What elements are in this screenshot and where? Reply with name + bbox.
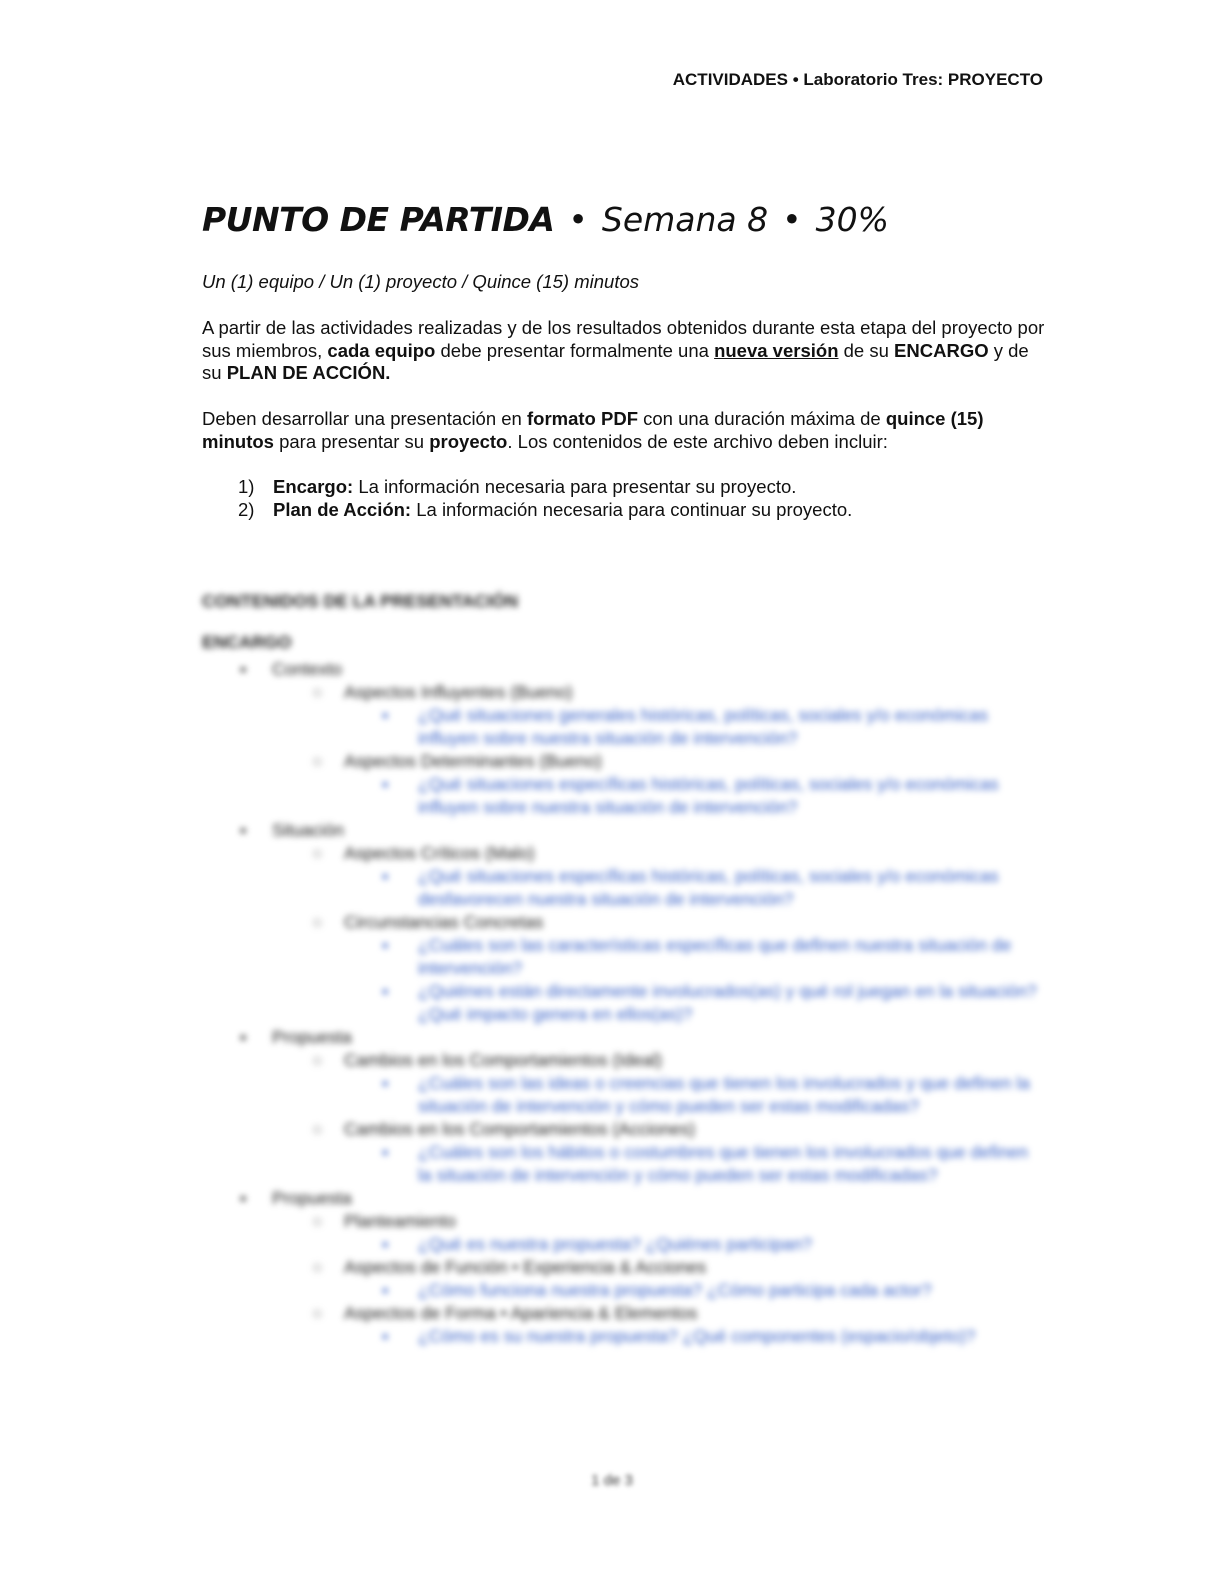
list-text: La información necesaria para presentar su proyecto.: [353, 476, 797, 497]
square-bullet-icon: ▪: [382, 1280, 389, 1300]
circle-bullet-icon: ○: [312, 751, 323, 771]
outline-text: Aspectos Influyentes (Bueno): [344, 682, 573, 702]
outline-l3: [382, 1072, 1062, 1118]
circle-bullet-icon: ○: [312, 912, 323, 932]
outline-l2: [312, 1118, 1062, 1141]
outline-text: Aspectos Críticos (Malo): [344, 843, 535, 863]
square-bullet-icon: ▪: [240, 659, 247, 679]
bold-run: ENCARGO: [894, 339, 989, 361]
outline-l1: [240, 1026, 1062, 1049]
title-separator: •: [568, 200, 588, 239]
section-heading: CONTENIDOS DE LA PRESENTACIÓN: [202, 591, 518, 611]
text-run: A partir de las actividades realizadas y de los resultados obtenidos durante esta etapa del proyecto por sus miembros,: [202, 317, 1045, 361]
square-bullet-icon: ▪: [382, 1326, 389, 1346]
bold-run: proyecto: [429, 430, 508, 452]
content-list: [238, 476, 852, 521]
title-separator-2: •: [782, 200, 802, 239]
square-bullet-icon: ▪: [382, 935, 389, 955]
text-run: para presentar su: [273, 430, 430, 452]
outline-text: ¿Qué situaciones específicas históricas, políticas, sociales y/o económicas influyen sobre nuestra situación de intervención?: [418, 774, 999, 817]
outline-l1: [240, 819, 1062, 842]
page-header: ACTIVIDADES • Laboratorio Tres: PROYECTO: [672, 70, 1043, 89]
circle-bullet-icon: ○: [312, 1257, 323, 1277]
outline-text: ¿Cuáles son las características específicas que definen nuestra situación de intervención?: [418, 935, 1012, 978]
square-bullet-icon: ▪: [240, 1188, 247, 1208]
list-label: Encargo:: [273, 476, 354, 497]
outline-l3: [382, 1141, 1062, 1187]
outline-text: ¿Cómo es su nuestra propuesta? ¿Qué componentes (espacio/objeto)?: [418, 1326, 976, 1346]
outline-text: ¿Cuáles son las ideas o creencias que tienen los involucrados y que definen la situación de intervención y cómo pueden ser estas modificadas?: [418, 1073, 1030, 1116]
outline-text: Contexto: [272, 659, 343, 679]
bold-run: formato PDF: [527, 408, 638, 429]
square-bullet-icon: ▪: [382, 774, 389, 794]
outline-text: ¿Qué situaciones generales históricas, políticas, sociales y/o económicas influyen sobre nuestra situación de intervención?: [418, 705, 988, 748]
text-run: de su: [838, 339, 895, 361]
intro-paragraph: [202, 317, 1052, 385]
outline-text: ¿Qué situaciones específicas históricas, políticas, sociales y/o económicas desfavorecen nuestra situación de intervención?: [418, 866, 999, 909]
list-item: [238, 499, 852, 522]
circle-bullet-icon: ○: [312, 1050, 323, 1070]
outline-l3: [382, 865, 1062, 911]
title-week: Semana 8: [601, 200, 769, 239]
outline-text: Cambios en los Comportamientos (Acciones): [344, 1119, 696, 1139]
square-bullet-icon: ▪: [382, 981, 389, 1001]
outline-l2: [312, 1210, 1062, 1233]
square-bullet-icon: ▪: [240, 820, 247, 840]
outline-text: Circunstancias Concretas: [344, 912, 544, 932]
square-bullet-icon: ▪: [382, 705, 389, 725]
section-subheading: ENCARGO: [202, 632, 292, 652]
outline-text: Cambios en los Comportamientos (Ideal): [344, 1050, 663, 1070]
list-number: 2): [238, 498, 255, 520]
outline-text: Propuesta: [272, 1188, 352, 1208]
text-run: Deben desarrollar una presentación en: [202, 408, 527, 429]
outline-text: Aspectos Determinantes (Bueno): [344, 751, 602, 771]
title-main: PUNTO DE PARTIDA: [202, 200, 555, 239]
list-label: Plan de Acción:: [273, 498, 412, 520]
outline-l2: [312, 842, 1062, 865]
square-bullet-icon: ▪: [382, 866, 389, 886]
bold-run: quince (15) minutos: [202, 408, 984, 452]
outline-l2: [312, 1256, 1062, 1279]
square-bullet-icon: ▪: [382, 1234, 389, 1254]
text-run: debe presentar formalmente una: [435, 339, 715, 361]
outline-l3: [382, 1325, 1062, 1348]
text-run: y de su: [202, 339, 1029, 383]
list-text: La información necesaria para continuar su proyecto.: [411, 498, 853, 520]
bold-run: cada equipo: [327, 339, 436, 361]
circle-bullet-icon: ○: [312, 843, 323, 863]
outline-l2: [312, 1049, 1062, 1072]
bold-run: PLAN DE ACCIÓN.: [226, 362, 391, 383]
format-paragraph: [202, 408, 1052, 453]
circle-bullet-icon: ○: [312, 682, 323, 702]
outline-l1: [240, 658, 1062, 681]
text-run: con una duración máxima de: [638, 408, 886, 429]
circle-bullet-icon: ○: [312, 1211, 323, 1231]
page-title: [202, 200, 889, 239]
outline-text: Aspectos de Función • Experiencia & Acciones: [344, 1257, 707, 1277]
outline-l3: [382, 1279, 1062, 1302]
outline-l2: [312, 1302, 1062, 1325]
outline-l3: [382, 1233, 1062, 1256]
underlined-run: nueva versión: [714, 339, 839, 361]
outline-text: ¿Qué es nuestra propuesta? ¿Quiénes participan?: [418, 1234, 812, 1254]
outline-text: Planteamiento: [344, 1211, 456, 1231]
outline-l3: [382, 704, 1062, 750]
circle-bullet-icon: ○: [312, 1303, 323, 1323]
square-bullet-icon: ▪: [240, 1027, 247, 1047]
list-item: [238, 476, 852, 499]
outline-l3: [382, 773, 1062, 819]
outline-text: Propuesta: [272, 1027, 352, 1047]
title-percent: 30%: [815, 200, 889, 239]
page-number: 1 de 3: [591, 1472, 633, 1489]
outline-text: Situación: [272, 820, 344, 840]
outline-text: ¿Cuáles son los hábitos o costumbres que tienen los involucrados que definen la situación de intervención y cómo pueden ser estas modificadas?: [418, 1142, 1028, 1185]
square-bullet-icon: ▪: [382, 1142, 389, 1162]
outline-l2: [312, 750, 1062, 773]
square-bullet-icon: ▪: [382, 1073, 389, 1093]
subtitle: Un (1) equipo / Un (1) proyecto / Quince (15) minutos: [202, 271, 639, 292]
outline-l2: [312, 911, 1062, 934]
circle-bullet-icon: ○: [312, 1119, 323, 1139]
outline-l1: [240, 1187, 1062, 1210]
outline-l2: [312, 681, 1062, 704]
outline-l3: [382, 980, 1062, 1026]
text-run: . Los contenidos de este archivo deben incluir:: [507, 430, 888, 452]
outline-text: Aspectos de Forma • Apariencia & Elementos: [344, 1303, 698, 1323]
outline-text: ¿Quiénes están directamente involucrados(as) y qué rol juegan en la situación? ¿Qué impacto genera en ellos(as)?: [418, 981, 1037, 1024]
blurred-outline: [202, 590, 1062, 1348]
list-number: 1): [238, 476, 255, 497]
outline-text: ¿Cómo funciona nuestra propuesta? ¿Cómo participa cada actor?: [418, 1280, 932, 1300]
outline-l3: [382, 934, 1062, 980]
